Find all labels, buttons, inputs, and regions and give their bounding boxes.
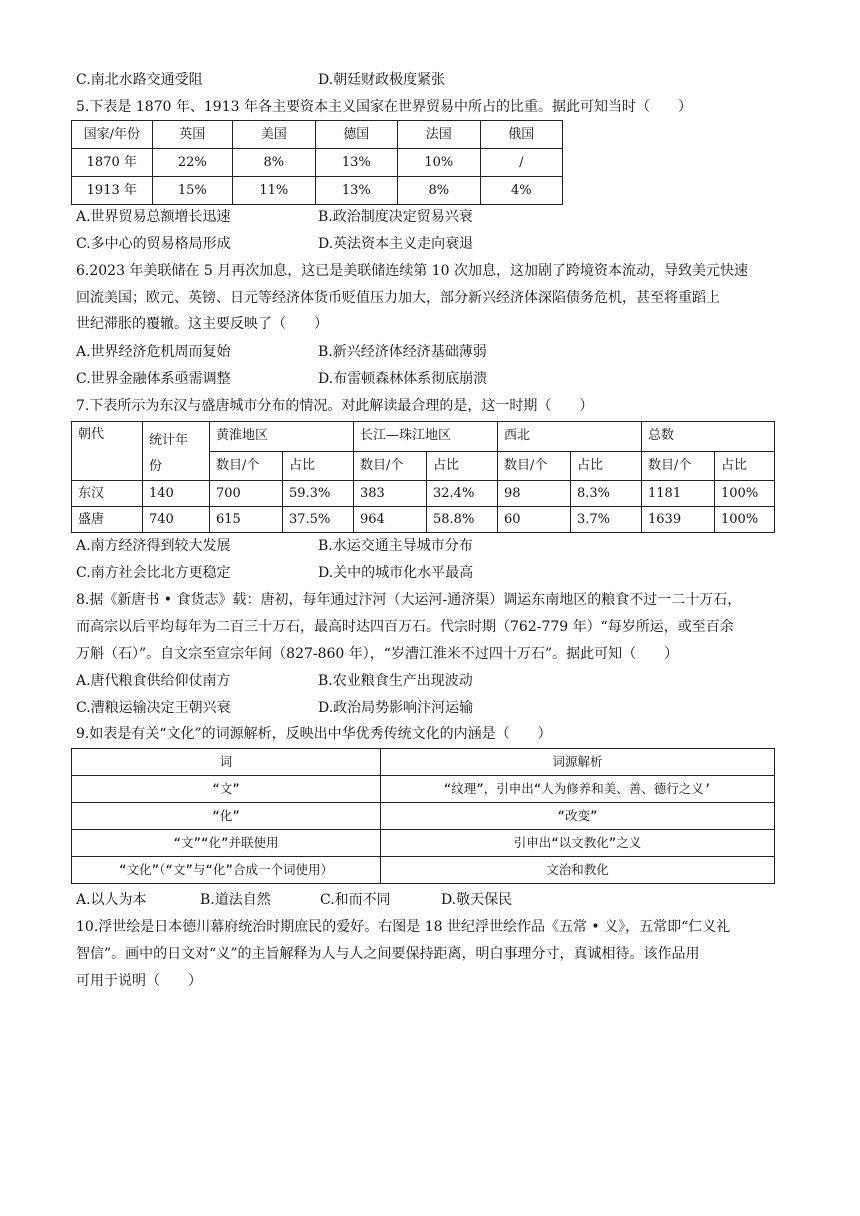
q6-option-c: C.世界金融体系亟需调整 (76, 371, 231, 387)
q7-city-table (71, 421, 775, 533)
table-header-cell: 数目/个 (354, 451, 427, 481)
q5-option-c: C.多中心的贸易格局形成 (76, 236, 231, 252)
table-header-cell: 西北 (498, 422, 642, 452)
q7-option-a: A.南方经济得到较大发展 (76, 538, 231, 554)
table-cell: 8% (233, 149, 316, 177)
table-row (72, 803, 775, 830)
table-cell: 383 (354, 481, 427, 507)
table-cell: “改变” (381, 803, 775, 830)
table-cell: 13% (315, 149, 398, 177)
table-cell: 11% (233, 177, 316, 205)
q6-stem-line-3: 世纪滞胀的覆辙。这主要反映了（ ） (76, 316, 328, 332)
table-cell: 60 (498, 507, 571, 533)
table-cell: 100% (715, 507, 775, 533)
table-cell: 3.7% (571, 507, 642, 533)
table-cell: 140 (143, 481, 210, 507)
table-header-row (72, 121, 563, 149)
table-header-cell: 长江—珠江地区 (354, 422, 498, 452)
table-header-cell: 总数 (642, 422, 775, 452)
q8-stem-line-1: 8.据《新唐书 • 食货志》载：唐初，每年通过汴河（大运河-通济渠）调运东南地区的粮食不过一二十万石， (76, 592, 742, 608)
table-cell: 13% (315, 177, 398, 205)
q5-option-a: A.世界贸易总额增长迅速 (76, 209, 231, 225)
q9-option-c: C.和而不同 (320, 892, 391, 908)
table-header-cell: 英国 (152, 121, 233, 149)
table-header-cell: 占比 (571, 451, 642, 481)
table-cell: 4% (480, 177, 562, 205)
table-row (72, 857, 775, 884)
table-cell: “化” (72, 803, 381, 830)
table-row (72, 149, 563, 177)
table-cell: 615 (210, 507, 283, 533)
q9-option-b: B.道法自然 (200, 892, 271, 908)
table-cell: 32.4% (427, 481, 498, 507)
q8-option-b: B.农业粮食生产出现波动 (318, 673, 473, 689)
q10-stem-line-1: 10.浮世绘是日本德川幕府统治时期庶民的爱好。右图是 18 世纪浮世绘作品《五常 • 义》，五常即“仁义礼 (76, 919, 731, 935)
table-cell: 700 (210, 481, 283, 507)
q5-option-d: D.英法资本主义走向衰退 (318, 236, 474, 252)
table-header-row (72, 749, 775, 776)
table-header-cell: 数目/个 (642, 451, 715, 481)
table-cell: 8.3% (571, 481, 642, 507)
q7-option-d: D.关中的城市化水平最高 (318, 565, 474, 581)
table-header-cell: 数目/个 (498, 451, 571, 481)
table-header-row (72, 422, 775, 452)
q6-option-d: D.布雷顿森林体系彻底崩溃 (318, 371, 488, 387)
table-cell: 1913 年 (72, 177, 153, 205)
q9-option-d: D.敬天保民 (441, 892, 513, 908)
table-header-cell: 词源解析 (381, 749, 775, 776)
table-row (72, 177, 563, 205)
table-cell: 98 (498, 481, 571, 507)
table-cell: 100% (715, 481, 775, 507)
table-cell: 盛唐 (72, 507, 143, 533)
q6-stem-line-2: 回流美国；欧元、英镑、日元等经济体货币贬值压力加大，部分新兴经济体深陷债务危机，甚至将重蹈上 (76, 290, 720, 306)
table-header-cell: 占比 (427, 451, 498, 481)
q8-option-d: D.政治局势影响汴河运输 (318, 700, 474, 716)
table-cell: “文”“化”并联使用 (72, 830, 381, 857)
q9-culture-table (71, 748, 775, 884)
table-row (72, 776, 775, 803)
table-cell: 1181 (642, 481, 715, 507)
table-cell: “纹理”，引申出“人为修养和美、善、德行之义’ (381, 776, 775, 803)
table-header-cell: 德国 (315, 121, 398, 149)
table-header-cell: 美国 (233, 121, 316, 149)
table-cell: 964 (354, 507, 427, 533)
table-row (72, 830, 775, 857)
header-line: 份 (149, 459, 163, 474)
q5-stem: 5.下表是 1870 年、1913 年各主要资本主义国家在世界贸易中所占的比重。据此可知当时（ ） (76, 99, 692, 115)
table-cell: 1639 (642, 507, 715, 533)
q8-option-a: A.唐代粮食供给仰仗南方 (76, 673, 231, 689)
table-header-cell: 数目/个 (210, 451, 283, 481)
table-cell: 58.8% (427, 507, 498, 533)
q6-stem-line-1: 6.2023 年美联储在 5 月再次加息，这已是美联储连续第 10 次加息，这加剧了跨境资本流动，导致美元快速 (76, 263, 748, 279)
table-cell: 8% (398, 177, 481, 205)
table-header-cell: 朝代 (72, 422, 143, 481)
q4-option-c: C.南北水路交通受阻 (76, 72, 203, 88)
table-cell: 37.5% (283, 507, 354, 533)
table-header-cell: 国家/年份 (72, 121, 153, 149)
q7-option-c: C.南方社会比北方更稳定 (76, 565, 231, 581)
table-cell: 10% (398, 149, 481, 177)
table-cell: “文化”（“文”与“化”合成一个词使用） (72, 857, 381, 884)
q10-stem-line-2: 智信”。画中的日文对“义”的主旨解释为人与人之间要保持距离，明白事理分寸，真诚相待。该作品用 (76, 946, 700, 962)
table-cell: 15% (152, 177, 233, 205)
table-cell: 引申出“以文教化”之义 (381, 830, 775, 857)
q7-stem: 7.下表所示为东汉与盛唐城市分布的情况。对此解读最合理的是，这一时期（ ） (76, 398, 594, 414)
table-cell: 东汉 (72, 481, 143, 507)
q8-stem-line-2: 而高宗以后平均每年为二百三十万石，最高时达四百万石。代宗时期（762-779 年）“每岁所运，或至百余 (76, 619, 734, 635)
table-row (72, 507, 775, 533)
q4-option-d: D.朝廷财政极度紧张 (318, 72, 446, 88)
q5-trade-table (71, 120, 563, 205)
table-header-cell: 黄淮地区 (210, 422, 354, 452)
table-header-cell: 词 (72, 749, 381, 776)
q8-option-c: C.漕粮运输决定王朝兴衰 (76, 700, 231, 716)
table-header-cell: 占比 (715, 451, 775, 481)
q8-stem-line-3: 万斛（石）”。自文宗至宣宗年间（827-860 年），“岁漕江淮米不过四十万石”。据此可知（ ） (76, 646, 679, 662)
table-cell: 740 (143, 507, 210, 533)
table-row (72, 481, 775, 507)
q9-stem: 9.如表是有关“文化”的词源解析，反映出中华优秀传统文化的内涵是（ ） (76, 726, 552, 742)
header-line: 统计年 (149, 433, 189, 448)
q5-option-b: B.政治制度决定贸易兴衰 (318, 209, 473, 225)
table-cell: 59.3% (283, 481, 354, 507)
table-cell: 22% (152, 149, 233, 177)
q6-option-b: B.新兴经济体经济基础薄弱 (318, 344, 487, 360)
table-header-cell (143, 422, 210, 481)
table-header-cell: 占比 (283, 451, 354, 481)
q10-stem-line-3: 可用于说明（ ） (76, 973, 202, 989)
table-header-cell: 俄国 (480, 121, 562, 149)
table-cell: “文” (72, 776, 381, 803)
q6-option-a: A.世界经济危机周而复始 (76, 344, 231, 360)
q7-option-b: B.水运交通主导城市分布 (318, 538, 473, 554)
table-cell: 文治和教化 (381, 857, 775, 884)
q9-option-a: A.以人为本 (76, 892, 147, 908)
table-cell: / (480, 149, 562, 177)
table-header-cell: 法国 (398, 121, 481, 149)
table-cell: 1870 年 (72, 149, 153, 177)
